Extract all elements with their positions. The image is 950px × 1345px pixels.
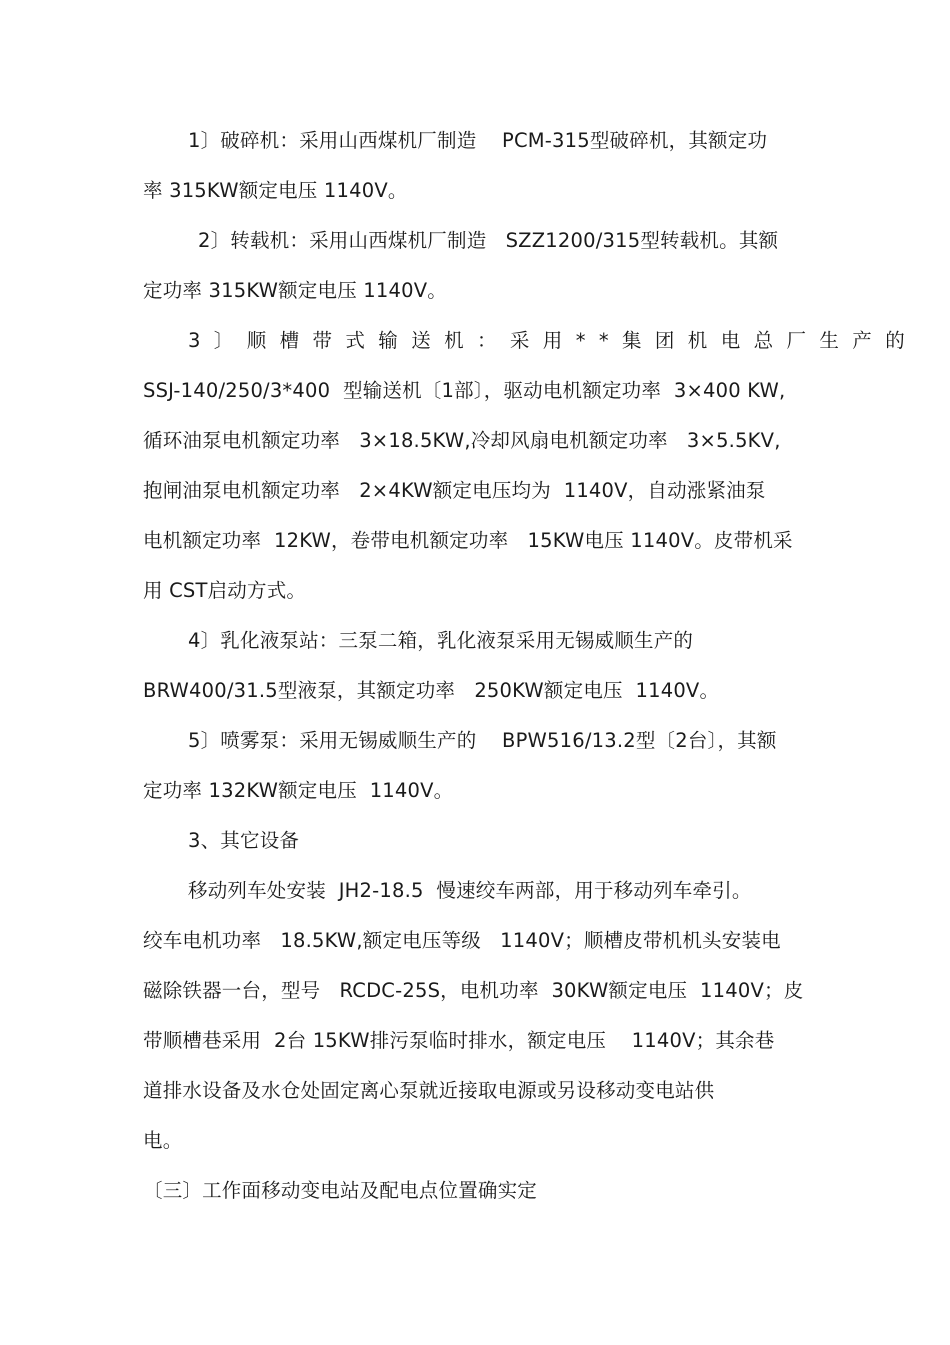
paragraph-line: 电机额定功率 12KW，卷带电机额定功率 15KW电压 1140V。皮带机采 bbox=[143, 529, 793, 552]
paragraph-line: 率 315KW额定电压 1140V。 bbox=[143, 179, 408, 202]
paragraph-line: 用 CST启动方式。 bbox=[143, 579, 307, 602]
paragraph-line: 3〕顺槽带式输送机：采用**集团机电总厂生产的 bbox=[188, 329, 919, 352]
paragraph-line: 循环油泵电机额定功率 3×18.5KW,冷却风扇电机额定功率 3×5.5KV, bbox=[143, 429, 781, 452]
paragraph-line: SSJ-140/250/3*400 型输送机〔1部〕，驱动电机额定功率 3×400 KW, bbox=[143, 379, 786, 402]
paragraph-line: 4〕乳化液泵站：三泵二箱，乳化液泵采用无锡威顺生产的 bbox=[188, 629, 694, 652]
paragraph-line: 移动列车处安装 JH2-18.5 慢速绞车两部，用于移动列车牵引。 bbox=[188, 879, 752, 902]
paragraph-line: 磁除铁器一台，型号 RCDC-25S，电机功率 30KW额定电压 1140V；皮 bbox=[143, 979, 804, 1002]
section-heading: 3、其它设备 bbox=[188, 829, 300, 852]
paragraph-line: 2〕转载机：采用山西煤机厂制造 SZZ1200/315型转载机。其额 bbox=[198, 229, 779, 252]
paragraph-line: 绞车电机功率 18.5KW,额定电压等级 1140V；顺槽皮带机机头安装电 bbox=[143, 929, 781, 952]
paragraph-line: 5〕喷雾泵：采用无锡威顺生产的 BPW516/13.2型〔2台〕，其额 bbox=[188, 729, 777, 752]
paragraph-line: 抱闸油泵电机额定功率 2×4KW额定电压均为 1140V，自动涨紧油泵 bbox=[143, 479, 766, 502]
paragraph-line: 电。 bbox=[143, 1129, 183, 1152]
paragraph-line: 1〕破碎机：采用山西煤机厂制造 PCM-315型破碎机，其额定功 bbox=[188, 129, 768, 152]
paragraph-line: 定功率 132KW额定电压 1140V。 bbox=[143, 779, 454, 802]
paragraph-line: 定功率 315KW额定电压 1140V。 bbox=[143, 279, 447, 302]
paragraph-line: BRW400/31.5型液泵，其额定功率 250KW额定电压 1140V。 bbox=[143, 679, 720, 702]
paragraph-line: 带顺槽巷采用 2台 15KW排污泵临时排水，额定电压 1140V；其余巷 bbox=[143, 1029, 775, 1052]
paragraph-line: 道排水设备及水仓处固定离心泵就近接取电源或另设移动变电站供 bbox=[143, 1079, 715, 1102]
subsection-heading: 〔三〕工作面移动变电站及配电点位置确实定 bbox=[143, 1179, 538, 1202]
